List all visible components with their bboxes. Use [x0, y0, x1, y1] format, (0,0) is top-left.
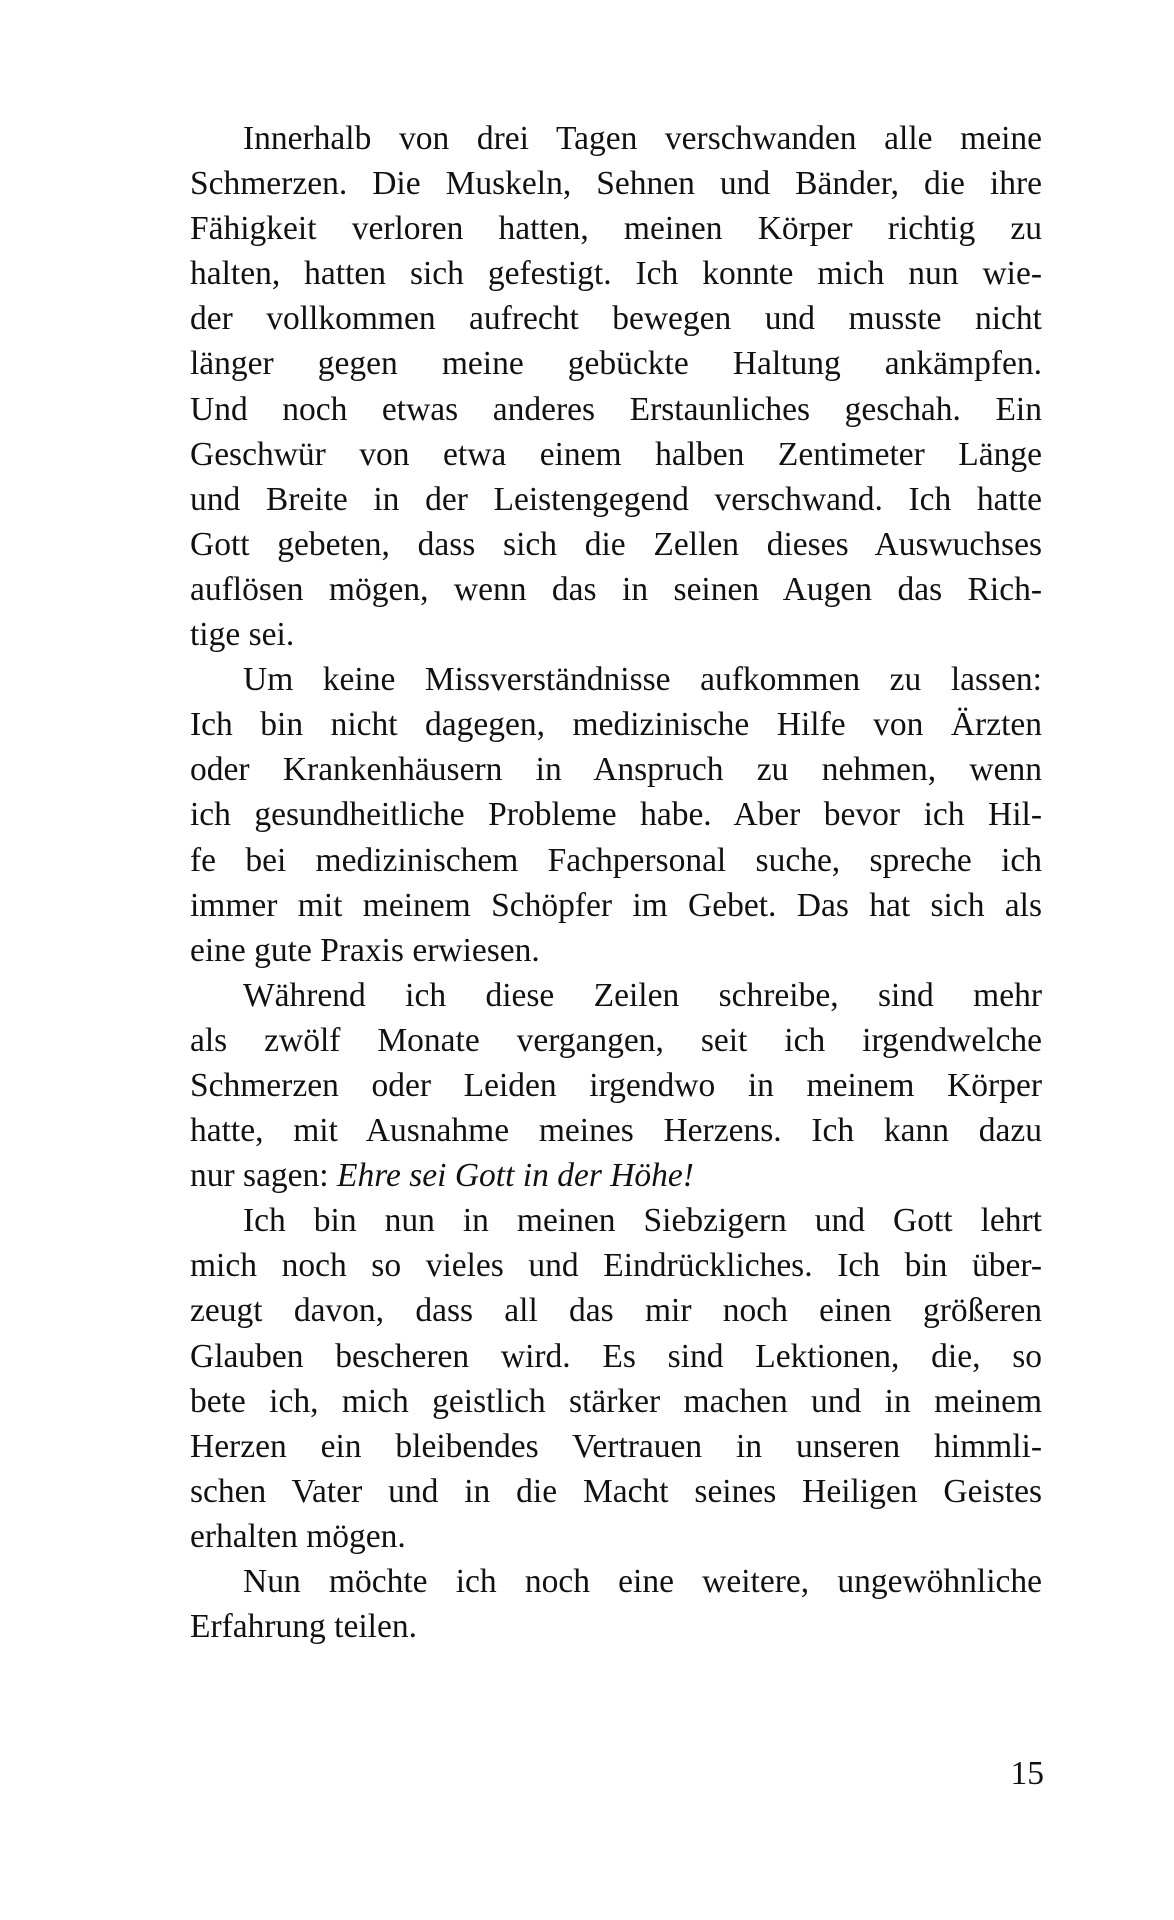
text-line: hatte, mit Ausnahme meines Herzens. Ich kann dazu	[190, 1112, 1042, 1150]
text-line: tige sei.	[190, 616, 295, 654]
paragraph-4	[190, 1198, 1042, 1559]
paragraph-2	[190, 657, 1042, 973]
text-line	[190, 1153, 1042, 1198]
text-line: Gott gebeten, dass sich die Zellen dieses Auswuchses	[190, 525, 1042, 563]
text-line: Geschwür von etwa einem halben Zentimeter Länge	[190, 435, 1042, 473]
text-line: und Breite in der Leistengegend verschwand. Ich hatte	[190, 480, 1042, 518]
page-number: 15	[1010, 1755, 1044, 1792]
text-line: Ich bin nun in meinen Siebzigern und Gott lehrt	[243, 1202, 1042, 1240]
text-line: der vollkommen aufrecht bewegen und musste nicht	[190, 300, 1042, 338]
text-line-prefix: nur sagen:	[190, 1157, 337, 1195]
paragraph-1	[190, 116, 1042, 657]
text-line: fe bei medizinischem Fachpersonal suche, spreche ich	[190, 841, 1042, 879]
text-line: Fähigkeit verloren hatten, meinen Körper richtig zu	[190, 210, 1042, 248]
text-line: mich noch so vieles und Eindrückliches. Ich bin über-	[190, 1247, 1042, 1285]
text-line: zeugt davon, dass all das mir noch einen größeren	[190, 1292, 1042, 1330]
text-line: Ich bin nicht dagegen, medizinische Hilfe von Ärzten	[190, 706, 1042, 744]
text-line: Schmerzen. Die Muskeln, Sehnen und Bänder, die ihre	[190, 165, 1042, 203]
text-line: erhalten mögen.	[190, 1517, 406, 1555]
text-line: eine gute Praxis erwiesen.	[190, 931, 540, 969]
text-line: Erfahrung teilen.	[190, 1608, 417, 1646]
text-line: auflösen mögen, wenn das in seinen Augen das Rich-	[190, 570, 1042, 608]
text-line: Nun möchte ich noch eine weitere, ungewöhnliche	[243, 1563, 1042, 1600]
text-line: schen Vater und in die Macht seines Heiligen Geistes	[190, 1472, 1042, 1510]
text-line: halten, hatten sich gefestigt. Ich konnte mich nun wie-	[190, 255, 1042, 293]
text-line: Um keine Missverständnisse aufkommen zu lassen:	[243, 661, 1042, 699]
text-line: bete ich, mich geistlich stärker machen und in meinem	[190, 1382, 1042, 1420]
text-line: ich gesundheitliche Probleme habe. Aber bevor ich Hil-	[190, 796, 1042, 834]
text-line: Während ich diese Zeilen schreibe, sind mehr	[243, 976, 1042, 1014]
text-line: oder Krankenhäusern in Anspruch zu nehmen, wenn	[190, 751, 1042, 789]
text-line: Schmerzen oder Leiden irgendwo in meinem Körper	[190, 1066, 1042, 1104]
text-line: Glauben bescheren wird. Es sind Lektionen, die, so	[190, 1337, 1042, 1375]
text-line: Und noch etwas anderes Erstaunliches geschah. Ein	[190, 390, 1042, 428]
text-line: immer mit meinem Schöpfer im Gebet. Das hat sich als	[190, 886, 1042, 924]
text-line: Innerhalb von drei Tagen verschwanden alle meine	[243, 120, 1042, 157]
paragraph-3	[190, 973, 1042, 1198]
italic-quote: Ehre sei Gott in der Höhe!	[337, 1157, 694, 1195]
paragraph-5	[190, 1559, 1042, 1649]
text-line: Herzen ein bleibendes Vertrauen in unseren himmli-	[190, 1427, 1042, 1465]
text-line: länger gegen meine gebückte Haltung ankämpfen.	[190, 345, 1042, 383]
text-line: als zwölf Monate vergangen, seit ich irgendwelche	[190, 1021, 1042, 1059]
body-text	[190, 116, 1042, 1649]
